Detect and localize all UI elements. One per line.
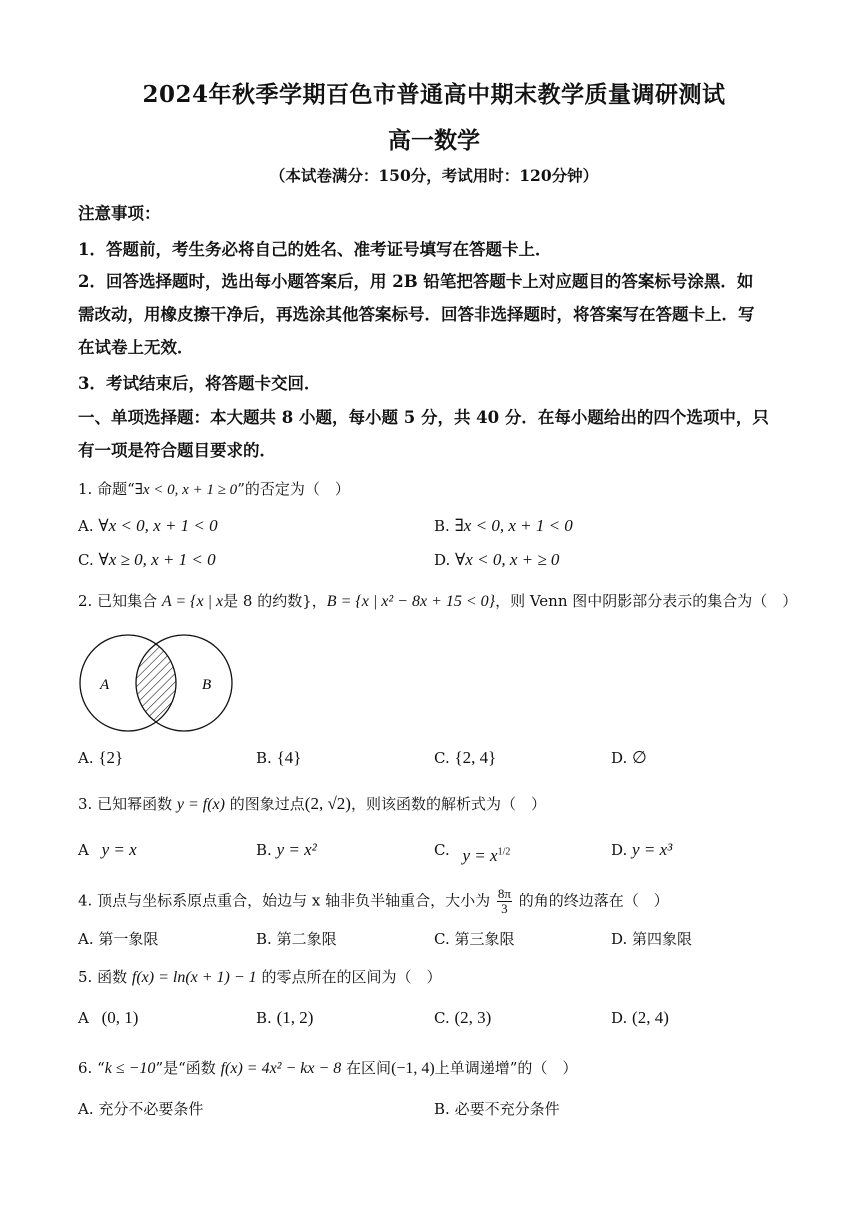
q2-option-b-text: {4}: [276, 748, 302, 767]
q4-option-b[interactable]: [256, 928, 337, 949]
q5-stem-b: 的零点所在的区间为（ ）: [261, 968, 442, 986]
q3-option-a-text: y = x: [101, 840, 137, 859]
q2-option-a-text: {2}: [98, 748, 124, 767]
q5-option-c-text: (2, 3): [454, 1008, 492, 1027]
q3-option-d-text: y = x³: [632, 840, 673, 859]
q5-option-c-label: C.: [434, 1009, 450, 1027]
q4-option-b-label: B.: [256, 930, 272, 948]
q2-set-a-text: 是 8 的约数}: [223, 592, 312, 610]
q5-option-a[interactable]: [78, 1008, 138, 1028]
q6-stem-a: 6. “: [78, 1059, 105, 1077]
q4-option-a-text: 第一象限: [98, 930, 159, 948]
q6-option-a-text: 充分不必要条件: [98, 1100, 204, 1118]
q2-option-a-label: A.: [78, 749, 94, 767]
venn-diagram: [74, 630, 244, 736]
venn-label-a: A: [100, 677, 110, 693]
notice-item-2-line-2: 需改动，用橡皮擦干净后，再选涂其他答案标号．回答非选择题时，将答案写在答题卡上．写: [78, 305, 755, 324]
q1-stem-math: ∃x < 0, x + 1 ≥ 0: [134, 482, 238, 498]
q3-option-c-exponent: 1/2: [497, 846, 511, 858]
notice-item-1: 1．答题前，考生务必将自己的姓名、准考证号填写在答题卡上．: [78, 240, 552, 259]
q4-option-c-label: C.: [434, 930, 450, 948]
q3-option-b[interactable]: [256, 840, 317, 860]
q6-option-b-text: 必要不充分条件: [454, 1100, 560, 1118]
q4-option-d-text: 第四象限: [632, 930, 693, 948]
section-1-line-2: 有一项是符合题目要求的．: [78, 441, 276, 460]
q5-option-a-text: (0, 1): [101, 1008, 139, 1027]
q5-option-b-label: B.: [256, 1009, 272, 1027]
q1-option-a-text: ∀x < 0, x + 1 < 0: [98, 516, 218, 535]
q2-option-d-text: ∅: [632, 748, 647, 767]
q4-option-d[interactable]: [611, 928, 692, 949]
q6-option-a[interactable]: [78, 1098, 203, 1119]
q2-option-b[interactable]: [256, 748, 301, 768]
q4-option-a[interactable]: [78, 928, 158, 949]
question-4-stem: [78, 887, 669, 916]
q4-frac-num: 8π: [497, 886, 511, 901]
notice-item-2-line-1: 2．回答选择题时，选出每小题答案后，用 2B 铅笔把答题卡上对应题目的答案标号涂黑．如: [78, 272, 754, 291]
venn-label-b: B: [202, 677, 212, 693]
q3-option-c-base: y = x: [462, 846, 498, 865]
q4-option-d-label: D.: [611, 930, 628, 948]
q5-option-d-text: (2, 4): [632, 1008, 669, 1027]
q1-option-b[interactable]: [434, 516, 573, 536]
q6-interval: (−1, 4): [391, 1060, 435, 1077]
q3-option-c[interactable]: [434, 840, 511, 865]
q4-frac-den: 3: [501, 901, 508, 916]
q6-condition: k ≤ −10: [104, 1060, 156, 1077]
q2-option-b-label: B.: [256, 749, 272, 767]
q4-option-c[interactable]: [434, 928, 515, 949]
q1-stem-b: ”的否定为（ ）: [237, 480, 350, 498]
q1-option-c-label: C.: [78, 551, 94, 569]
q2-stem-a: 2. 已知集合: [78, 592, 158, 610]
q2-option-c[interactable]: [434, 748, 496, 768]
q3-option-d-label: D.: [611, 841, 628, 859]
q3-option-b-label: B.: [256, 841, 272, 859]
q2-option-d-label: D.: [611, 749, 628, 767]
q1-option-a[interactable]: [78, 516, 218, 536]
q6-stem-d: 上单调递增”的（ ）: [434, 1059, 578, 1077]
question-3-stem: [78, 793, 546, 814]
q1-option-a-label: A.: [78, 517, 94, 535]
notice-item-3: 3．考试结束后，将答题卡交回．: [78, 374, 321, 393]
q3-stem-b: 的图象过点: [229, 795, 305, 813]
q1-option-b-text: ∃x < 0, x + 1 < 0: [454, 516, 573, 535]
question-6-stem: [78, 1057, 577, 1078]
q3-option-c-label: C.: [434, 841, 450, 859]
subject-title: 高一数学: [388, 127, 480, 154]
q5-option-c[interactable]: [434, 1008, 491, 1028]
q1-option-c-text: ∀x ≥ 0, x + 1 < 0: [98, 550, 216, 569]
q2-option-c-text: {2, 4}: [454, 748, 497, 767]
q5-option-b[interactable]: [256, 1008, 313, 1028]
q3-stem-c: ，则该函数的解析式为（ ）: [350, 795, 546, 813]
q2-option-a[interactable]: [78, 748, 123, 768]
q3-option-b-text: y = x²: [276, 840, 317, 859]
q5-option-d-label: D.: [611, 1009, 628, 1027]
q1-stem-a: 1. 命题“: [78, 480, 135, 498]
q2-stem-b: ，则 Venn 图中阴影部分表示的集合为（ ）: [495, 592, 798, 610]
notice-item-2-line-3: 在试卷上无效．: [78, 338, 194, 357]
q2-set-a: A = {x | x: [161, 593, 224, 610]
q2-set-b: B = {x | x² − 8x + 15 < 0}: [326, 593, 496, 610]
q5-option-b-text: (1, 2): [276, 1008, 314, 1027]
q1-option-b-label: B.: [434, 517, 450, 535]
q3-option-a[interactable]: [78, 840, 137, 860]
q1-option-c[interactable]: [78, 550, 216, 570]
q3-stem-a: 3. 已知幂函数: [78, 795, 173, 813]
q5-option-a-label: A: [78, 1009, 89, 1027]
exam-title: 2024年秋季学期百色市普通高中期末教学质量调研测试: [142, 81, 726, 108]
exam-info: （本试卷满分：150分，考试用时：120分钟）: [269, 166, 599, 185]
question-1-stem: [78, 478, 350, 499]
q2-option-c-label: C.: [434, 749, 450, 767]
section-1-line-1: 一、单项选择题：本大题共 8 小题，每小题 5 分，共 40 分．在每小题给出的四个选项中，只: [78, 408, 769, 427]
q3-option-d[interactable]: [611, 840, 672, 860]
notice-heading: 注意事项：: [78, 204, 161, 223]
q6-option-a-label: A.: [78, 1100, 94, 1118]
q3-point: (2, √2): [304, 794, 351, 813]
q5-option-d[interactable]: [611, 1008, 669, 1028]
q6-func: f(x) = 4x² − kx − 8: [220, 1060, 342, 1077]
q6-option-b-label: B.: [434, 1100, 450, 1118]
question-2-stem: 2. 已知集合 A = {x | x是 8 的约数}，B = {x | x² − 8x + 15 < 0}，则 Venn 图中阴影部分表示的集合为（ ）: [78, 592, 798, 610]
q5-stem-a: 5. 函数: [78, 968, 128, 986]
q3-option-a-label: A: [78, 841, 89, 859]
q4-stem-a: 4. 顶点与坐标系原点重合，始边与 x 轴非负半轴重合，大小为: [78, 891, 491, 910]
q1-option-d-text: ∀x < 0, x + ≥ 0: [455, 550, 560, 569]
q4-option-c-text: 第三象限: [454, 930, 515, 948]
q4-option-b-text: 第二象限: [276, 930, 337, 948]
q4-stem-b: 的角的终边落在（ ）: [518, 891, 669, 910]
q2-option-d[interactable]: [611, 748, 647, 768]
question-5-stem: [78, 966, 441, 987]
q6-stem-b: ”是“函数: [155, 1059, 216, 1077]
q3-func: y = f(x): [176, 796, 225, 813]
q6-option-b[interactable]: [434, 1098, 560, 1119]
q6-stem-c: 在区间: [346, 1059, 392, 1077]
q1-option-d[interactable]: [434, 550, 559, 570]
q1-option-d-label: D.: [434, 551, 451, 569]
q3-option-c-text: [463, 846, 511, 865]
q4-option-a-label: A.: [78, 930, 94, 948]
q5-func: f(x) = ln(x + 1) − 1: [131, 969, 257, 986]
q4-fraction: [497, 887, 512, 916]
